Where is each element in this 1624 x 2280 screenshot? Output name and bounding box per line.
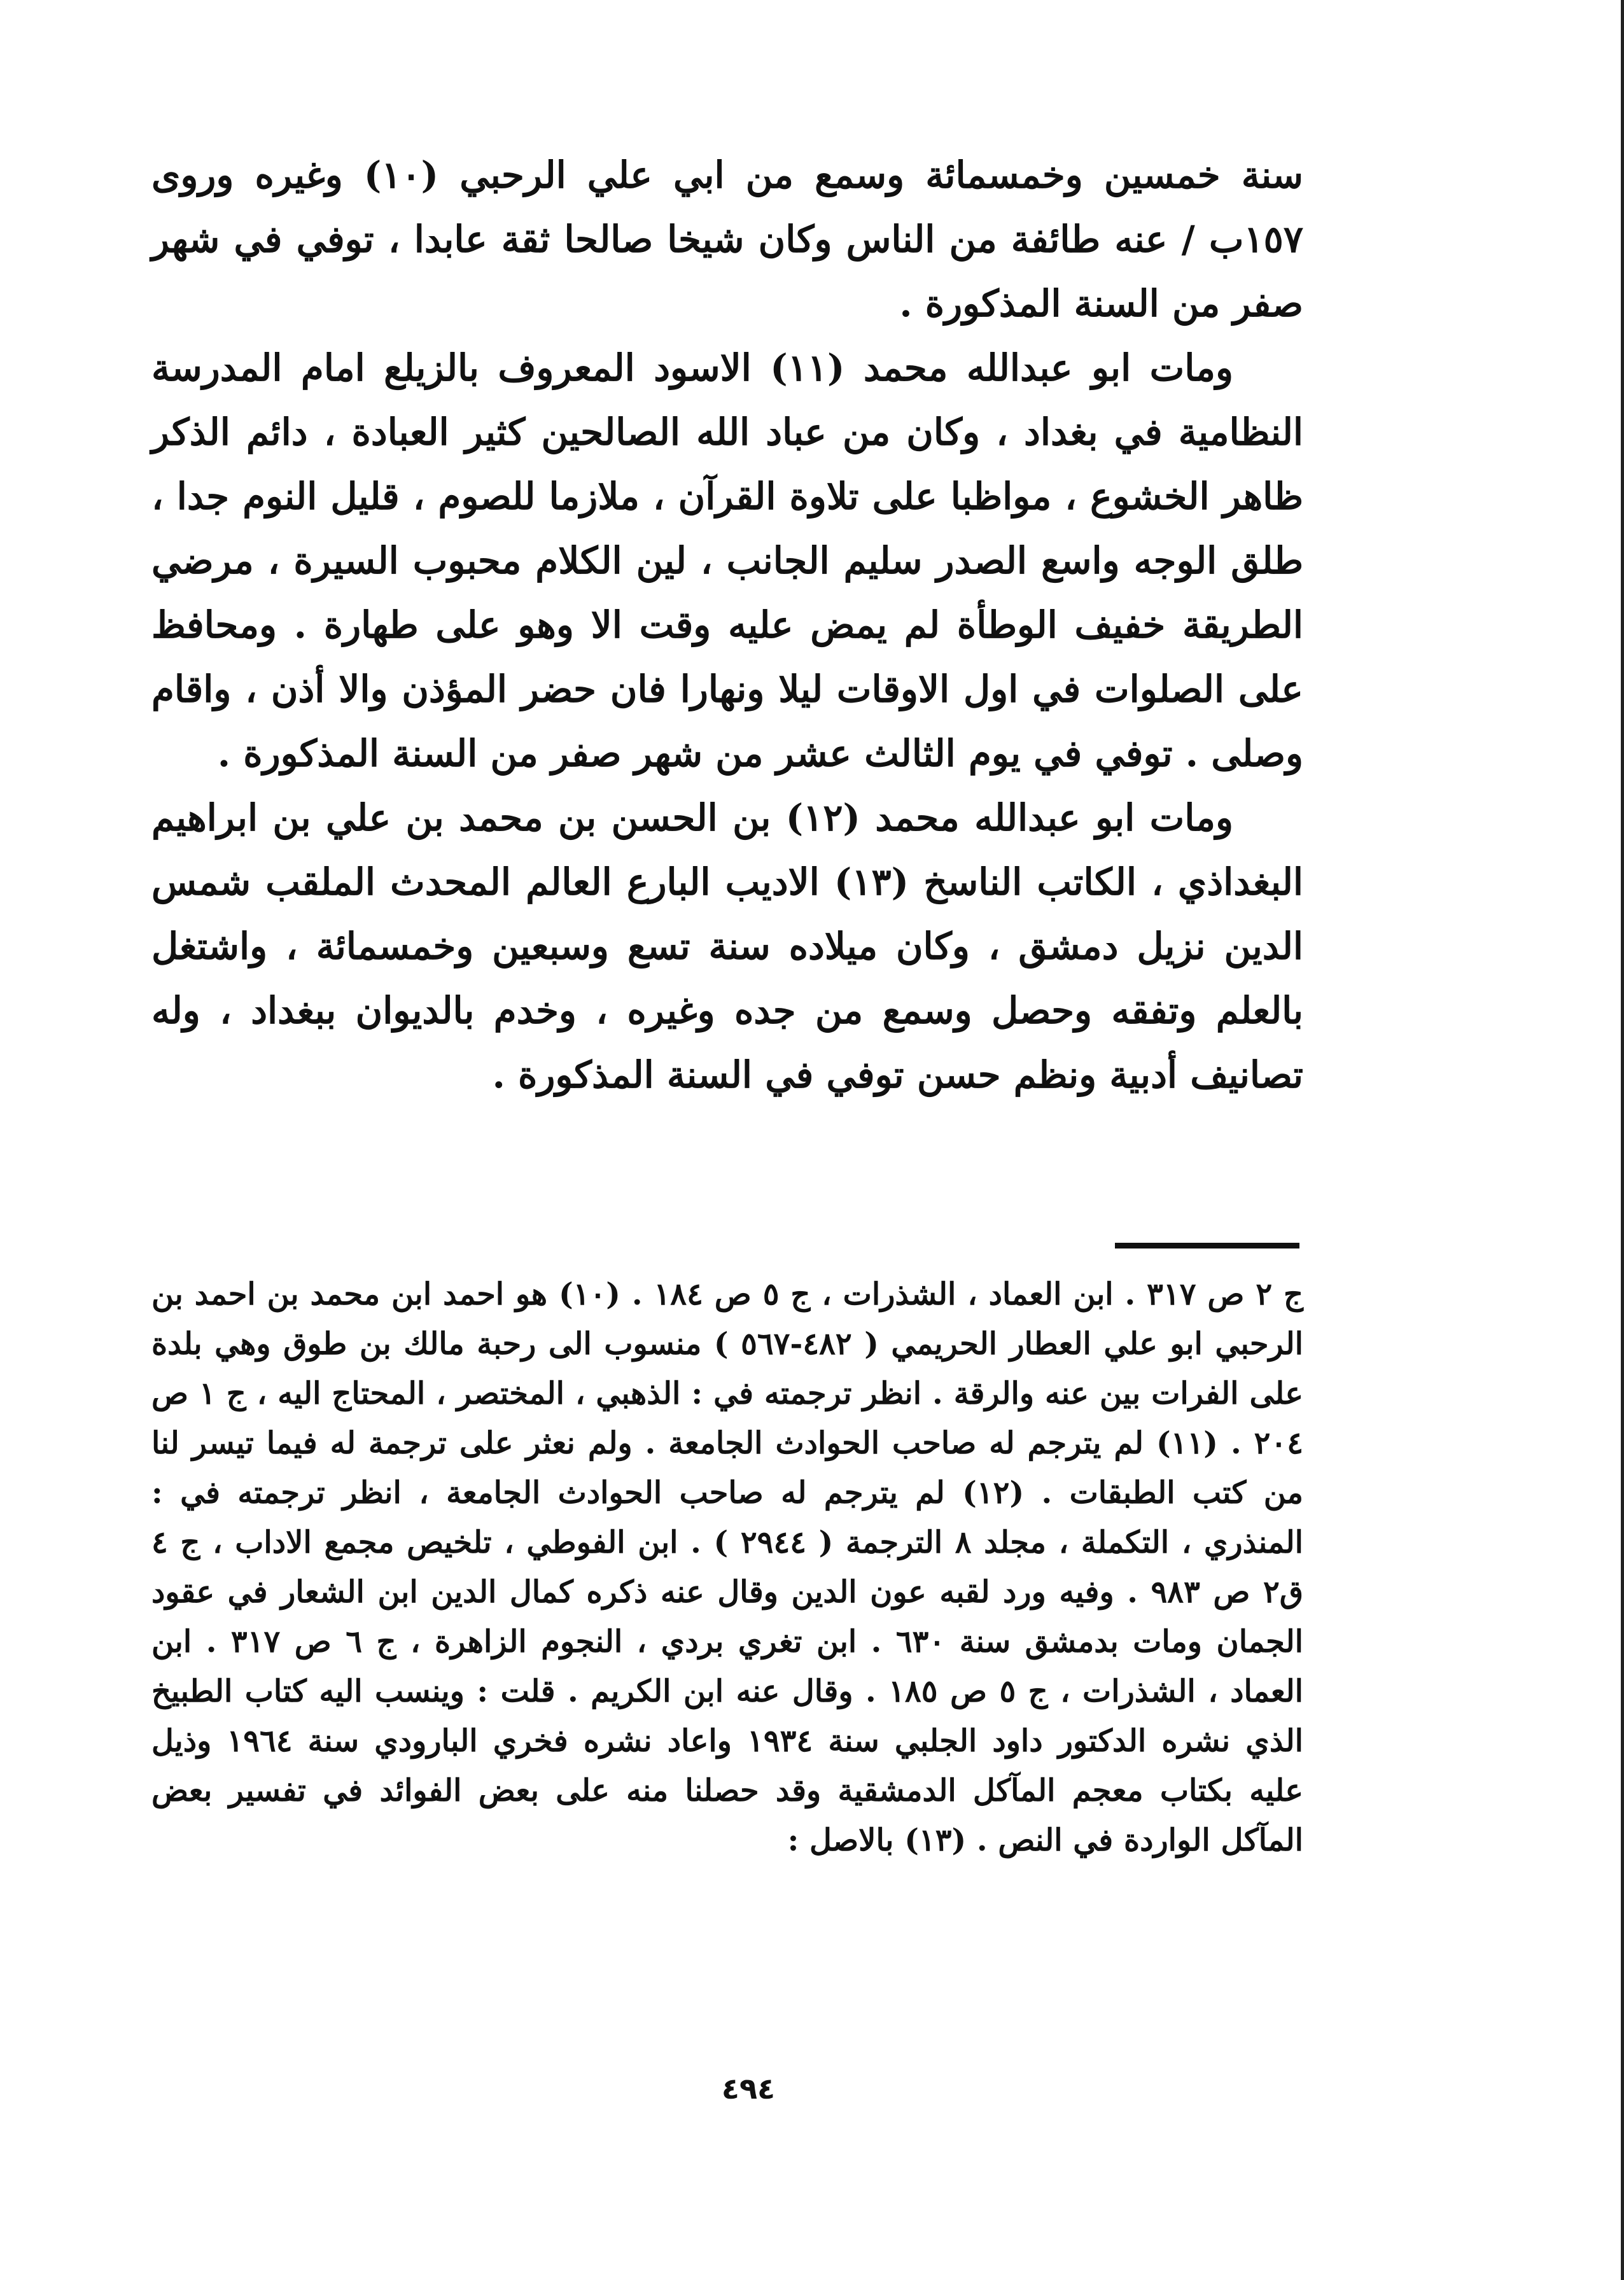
footnotes (151, 1269, 1303, 1865)
scan-edge (1621, 0, 1624, 2280)
main-text (151, 143, 1303, 1107)
paragraph-1: سنة خمسين وخمسمائة وسمع من ابي علي الرحبي (١٠) وغيره وروى ١٥٧ب / عنه طائفة من الناس وكان شيخا صالحا ثقة عابدا ، توفي في شهر صفر من السنة المذكورة . (151, 153, 1303, 325)
footnotes-text: ج ٢ ص ٣١٧ . ابن العماد ، الشذرات ، ج ٥ ص ١٨٤ . (١٠) هو احمد ابن محمد بن احمد بن الرحبي ابو علي العطار الحريمي ( ٤٨٢-٥٦٧ ) منسوب الى رحبة مالك بن طوق وهي بلدة على الفرات بين عنه والرقة . انظر ترجمته في : الذهبي ، المختصر ، المحتاج اليه ، ج ١ ص ٢٠٤ . (١١) لم يترجم له صاحب الحوادث الجامعة . ولم نعثر على ترجمة له فيما تيسر لنا من كتب الطبقات . (١٢) لم يترجم له صاحب الحوادث الجامعة ، انظر ترجمته في : المنذري ، التكملة ، مجلد ٨ الترجمة ( ٢٩٤٤ ) . ابن الفوطي ، تلخيص مجمع الاداب ، ج ٤ ق٢ ص ٩٨٣ . وفيه ورد لقبه عون الدين وقال عنه ذكره كمال الدين ابن الشعار في عقود الجمان ومات بدمشق سنة ٦٣٠ . ابن تغري بردي ، النجوم الزاهرة ، ج ٦ ص ٣١٧ . ابن العماد ، الشذرات ، ج ٥ ص ١٨٥ . وقال عنه ابن الكريم . قلت : وينسب اليه كتاب الطبيخ الذي نشره الدكتور داود الجلبي سنة ١٩٣٤ واعاد نشره فخري البارودي سنة ١٩٦٤ وذيل عليه بكتاب معجم المآكل الدمشقية وقد حصلنا منه على بعض الفوائد في تفسير بعض المآكل الواردة في النص . (١٣) بالاصل : (151, 1276, 1304, 1858)
footnote-separator (1115, 1243, 1299, 1248)
paragraph-2: ومات ابو عبدالله محمد (١١) الاسود المعروف بالزيلع امام المدرسة النظامية في بغداد ، وكان من عباد الله الصالحين كثير العبادة ، دائم الذكر ظاهر الخشوع ، مواظبا على تلاوة القرآن ، ملازما للصوم ، قليل النوم جدا ، طلق الوجه واسع الصدر سليم الجانب ، لين الكلام محبوب السيرة ، مرضي الطريقة خفيف الوطأة لم يمض عليه وقت الا وهو على طهارة . ومحافظ على الصلوات في اول الاوقات ليلا ونهارا فان حضر المؤذن والا أذن ، واقام وصلى . توفي في يوم الثالث عشر من شهر صفر من السنة المذكورة . (151, 346, 1303, 775)
paragraph-3: ومات ابو عبدالله محمد (١٢) بن الحسن بن محمد بن علي بن ابراهيم البغداذي ، الكاتب الناسخ (١٣) الاديب البارع العالم المحدث الملقب شمس الدين نزيل دمشق ، وكان ميلاده سنة تسع وسبعين وخمسمائة ، واشتغل بالعلم وتفقه وحصل وسمع من جده وغيره ، وخدم بالديوان ببغداد ، وله تصانيف أدبية ونظم حسن توفي في السنة المذكورة . (151, 796, 1303, 1096)
page-number: ٤٩٤ (721, 2071, 776, 2106)
